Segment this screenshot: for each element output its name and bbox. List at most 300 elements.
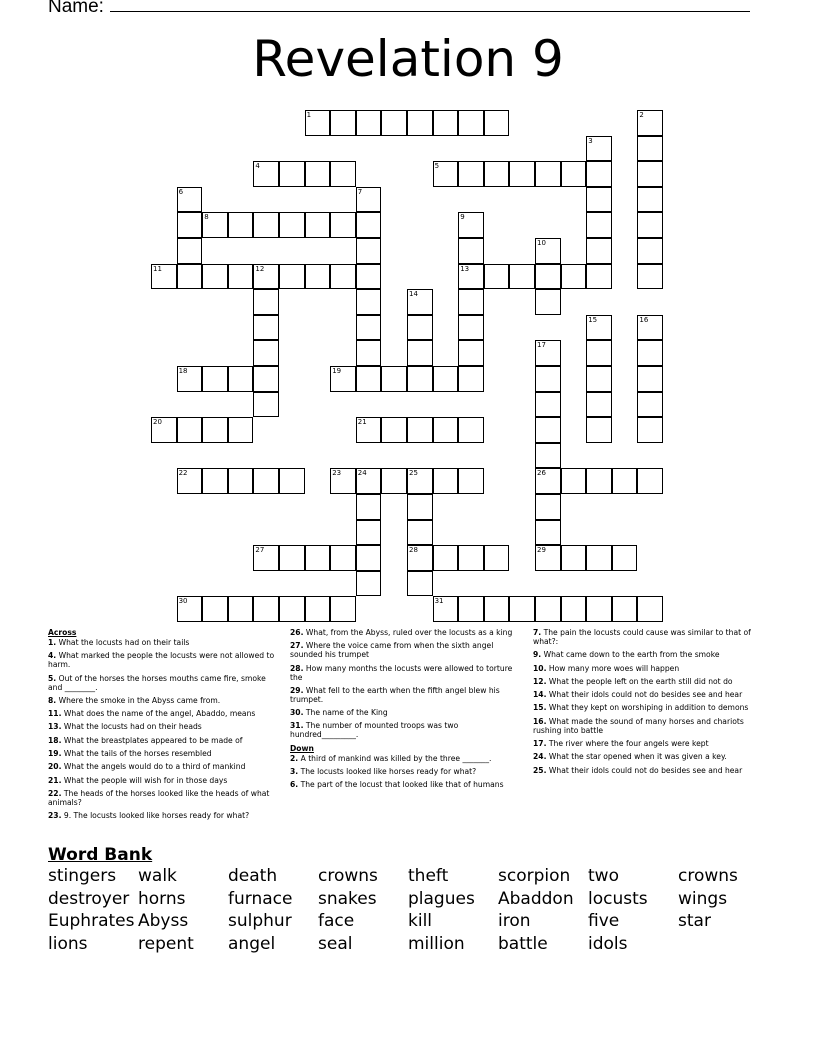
clue-text: Where the voice came from when the sixth angel sounded his trumpet [290,641,494,660]
grid-cell[interactable] [612,596,638,622]
clue-number: 20. [48,762,62,772]
across-clue [48,722,280,731]
across-clue [290,686,520,704]
grid-cell[interactable] [305,161,331,187]
grid-cell[interactable] [535,596,561,622]
grid-cell[interactable] [253,212,279,238]
grid-cell[interactable] [433,417,459,443]
clue-text: What the people left on the earth still did not do [548,676,733,686]
word-bank-word: million [408,933,465,954]
grid-cell[interactable] [356,494,382,520]
clue-text: 9. The locusts looked like horses ready for what? [63,811,250,821]
grid-cell[interactable] [509,596,535,622]
clue-number: 10. [533,663,547,673]
name-label: Name: [48,0,104,17]
grid-cell[interactable] [586,238,612,264]
grid-cell[interactable] [458,212,484,238]
word-bank-word: Abyss [138,911,189,932]
across-clue [48,736,280,745]
grid-cell[interactable] [407,494,433,520]
grid-cell[interactable] [305,264,331,290]
grid-cell[interactable] [356,520,382,546]
grid-cell[interactable] [535,417,561,443]
down-clue [533,739,763,748]
grid-cell[interactable] [433,366,459,392]
grid-cell[interactable] [407,315,433,341]
word-bank-word: sulphur [228,911,292,932]
grid-cell[interactable] [561,545,587,571]
clue-number: 13. [48,722,62,732]
grid-cell[interactable] [484,110,510,136]
grid-cell[interactable] [561,264,587,290]
clue-text: What came down to the earth from the smoke [543,650,720,660]
grid-cell[interactable] [202,212,228,238]
word-bank-word: five [588,911,620,932]
grid-cell[interactable] [407,571,433,597]
grid-cell[interactable] [330,212,356,238]
clue-number: 6 [178,187,184,196]
down-heading: Down [290,743,314,753]
down-clue [533,650,763,659]
grid-cell[interactable] [637,392,663,418]
clue-text: A third of mankind was killed by the three _______. [300,753,492,763]
grid-cell[interactable] [637,417,663,443]
clue-number: 30. [290,708,304,718]
grid-cell[interactable] [433,596,459,622]
across-clue [290,664,520,682]
grid-cell[interactable] [305,110,331,136]
grid-cell[interactable] [484,264,510,290]
down-clue [533,677,763,686]
grid-cell[interactable] [305,545,331,571]
grid-cell[interactable] [356,110,382,136]
word-bank-word: death [228,866,278,886]
across-clue [290,721,520,739]
grid-cell[interactable] [253,315,279,341]
grid-cell[interactable] [202,596,228,622]
grid-cell[interactable] [458,340,484,366]
clue-text: The pain the locusts could cause was similar to that of what?: [533,628,751,646]
grid-cell[interactable] [356,571,382,597]
grid-cell[interactable] [637,110,663,136]
clue-text: What marked the people the locusts were not allowed to harm. [48,651,275,670]
grid-cell[interactable] [253,545,279,571]
grid-cell[interactable] [637,315,663,341]
word-bank-word: plagues [408,888,475,909]
grid-cell[interactable] [279,212,305,238]
grid-cell[interactable] [305,596,331,622]
across-clue [48,651,280,669]
word-bank-word: walk [138,866,177,886]
grid-cell[interactable] [535,238,561,264]
word-bank-word: horns [138,888,186,909]
word-bank-word: destroyer [48,888,130,909]
grid-cell[interactable] [535,161,561,187]
clue-text: The name of the King [305,708,388,718]
grid-cell[interactable] [535,340,561,366]
grid-cell[interactable] [433,161,459,187]
clue-number: 31. [290,721,304,731]
grid-cell[interactable] [586,366,612,392]
grid-cell[interactable] [407,520,433,546]
grid-cell[interactable] [458,110,484,136]
clue-number: 5. [48,673,57,683]
clue-number: 26 [537,469,546,478]
clue-number: 10 [537,239,546,247]
clue-number: 21 [357,418,367,427]
clue-number: 8. [48,695,57,705]
down-clue [290,754,520,763]
grid-cell[interactable] [535,392,561,418]
grid-cell[interactable] [279,545,305,571]
clue-text: What the tails of the horses resembled [63,749,212,759]
grid-cell[interactable] [535,545,561,571]
grid-cell[interactable] [202,417,228,443]
clue-number: 27. [290,641,304,651]
clue-number: 17. [533,739,547,749]
grid-cell[interactable] [330,468,356,494]
grid-cell[interactable] [458,596,484,622]
grid-cell[interactable] [407,366,433,392]
clue-text: Where the smoke in the Abyss came from. [58,695,221,705]
grid-cell[interactable] [228,596,254,622]
clue-number: 23. [48,811,62,821]
grid-cell[interactable] [202,264,228,290]
clue-number: 7 [357,187,363,196]
grid-cell[interactable] [356,315,382,341]
across-clue [290,708,520,717]
grid-cell[interactable] [458,545,484,571]
clue-text: The heads of the horses looked like the heads of what animals? [48,788,270,807]
down-clue [533,628,763,646]
word-bank-title: Word Bank [48,845,153,865]
grid-cell[interactable] [228,264,254,290]
grid-cell[interactable] [407,545,433,571]
grid-cell[interactable] [637,596,663,622]
clue-number: 1. [48,638,57,647]
clue-number: 22. [48,788,62,798]
grid-cell[interactable] [433,110,459,136]
grid-cell[interactable] [535,443,561,469]
clue-number: 13 [460,264,470,273]
clue-text: How many months the locusts were allowed to torture the [290,663,513,682]
grid-cell[interactable] [151,264,177,290]
grid-cell[interactable] [177,417,203,443]
grid-cell[interactable] [279,161,305,187]
clue-number: 18. [48,735,62,745]
clue-number: 18 [178,367,188,375]
clues-column-2 [290,628,520,794]
grid-cell[interactable] [279,468,305,494]
grid-cell[interactable] [535,366,561,392]
grid-cell[interactable] [177,238,203,264]
grid-cell[interactable] [458,264,484,290]
grid-cell[interactable] [279,264,305,290]
grid-cell[interactable] [458,417,484,443]
grid-cell[interactable] [586,161,612,187]
grid-cell[interactable] [637,136,663,162]
name-underline[interactable] [110,0,750,12]
across-clue [48,709,280,718]
clue-number: 11. [48,709,62,719]
grid-cell[interactable] [458,315,484,341]
grid-cell[interactable] [458,238,484,264]
clue-text: The locusts looked like horses ready for what? [300,767,477,777]
clue-number: 7. [533,628,542,637]
grid-cell[interactable] [484,161,510,187]
grid-cell[interactable] [561,468,587,494]
word-bank-word: lions [48,933,88,954]
clue-number: 21. [48,775,62,785]
word-bank-word: Euphrates [48,911,135,932]
clue-number: 29. [290,685,304,695]
clue-number: 6. [290,780,299,790]
grid-cell[interactable] [228,212,254,238]
across-clue [48,749,280,758]
grid-cell[interactable] [637,238,663,264]
grid-cell[interactable] [458,468,484,494]
grid-cell[interactable] [407,289,433,315]
grid-cell[interactable] [356,238,382,264]
grid-cell[interactable] [561,596,587,622]
grid-cell[interactable] [561,161,587,187]
clue-text: What made the sound of many horses and chariots rushing into battle [533,716,744,735]
grid-cell[interactable] [407,468,433,494]
down-clue [533,703,763,712]
grid-cell[interactable] [637,212,663,238]
grid-cell[interactable] [330,161,356,187]
grid-cell[interactable] [253,596,279,622]
grid-cell[interactable] [458,289,484,315]
across-clue [48,789,280,807]
grid-cell[interactable] [253,289,279,315]
grid-cell[interactable] [228,366,254,392]
grid-cell[interactable] [356,468,382,494]
grid-cell[interactable] [177,468,203,494]
clue-text: What their idols could not do besides see and hear [548,690,743,700]
grid-cell[interactable] [433,468,459,494]
clue-text: What does the name of the angel, Abaddo, means [63,709,256,719]
clues-column-3 [533,628,763,779]
clue-number: 19 [332,367,342,375]
grid-cell[interactable] [637,264,663,290]
grid-cell[interactable] [586,264,612,290]
grid-cell[interactable] [458,161,484,187]
clue-number: 12. [533,676,547,686]
grid-cell[interactable] [637,468,663,494]
word-bank-word: angel [228,933,276,954]
down-clue [290,767,520,776]
grid-cell[interactable] [279,596,305,622]
grid-cell[interactable] [253,366,279,392]
down-clue [533,766,763,775]
clue-number: 1 [306,111,312,119]
grid-cell[interactable] [407,417,433,443]
clue-number: 3 [588,136,593,145]
word-bank-word: face [318,911,355,932]
word-bank-word: crowns [318,866,378,886]
grid-cell[interactable] [484,545,510,571]
clue-text: What fell to the earth when the fifth angel blew his trumpet. [290,685,500,704]
grid-cell[interactable] [586,468,612,494]
clue-number: 15. [533,703,547,713]
grid-cell[interactable] [637,161,663,187]
grid-cell[interactable] [305,212,331,238]
grid-cell[interactable] [356,289,382,315]
word-bank-word: two [588,866,619,886]
clue-number: 17 [537,341,546,350]
word-bank-word: idols [588,933,628,954]
grid-cell[interactable] [253,264,279,290]
grid-cell[interactable] [253,392,279,418]
grid-cell[interactable] [509,264,535,290]
clue-number: 19. [48,749,62,759]
grid-cell[interactable] [202,366,228,392]
grid-cell[interactable] [586,315,612,341]
clue-number: 3. [290,767,299,777]
grid-cell[interactable] [253,468,279,494]
word-bank-word: theft [408,866,449,886]
grid-cell[interactable] [612,545,638,571]
grid-cell[interactable] [356,187,382,213]
grid-cell[interactable] [637,187,663,213]
word-bank-word: star [678,911,711,932]
grid-cell[interactable] [330,264,356,290]
grid-cell[interactable] [407,110,433,136]
grid-cell[interactable] [586,340,612,366]
grid-cell[interactable] [356,545,382,571]
grid-cell[interactable] [535,468,561,494]
across-clue [48,674,280,692]
grid-cell[interactable] [586,392,612,418]
across-clue [48,762,280,771]
grid-cell[interactable] [381,417,407,443]
clue-number: 25. [533,765,547,775]
grid-cell[interactable] [177,596,203,622]
clue-number: 14. [533,690,547,700]
clue-number: 26. [290,628,304,637]
down-clue [533,717,763,735]
grid-cell[interactable] [637,340,663,366]
grid-cell[interactable] [484,596,510,622]
across-clue [48,811,280,820]
grid-cell[interactable] [535,520,561,546]
clue-number: 4. [48,651,57,661]
clue-number: 24. [533,752,547,762]
grid-cell[interactable] [458,366,484,392]
grid-cell[interactable] [637,366,663,392]
word-bank-word: locusts [588,888,648,909]
word-bank-word: furnace [228,888,293,909]
grid-cell[interactable] [330,545,356,571]
grid-cell[interactable] [356,264,382,290]
clue-number: 16. [533,716,547,726]
clue-number: 12 [255,264,265,273]
grid-cell[interactable] [151,417,177,443]
grid-cell[interactable] [381,468,407,494]
grid-cell[interactable] [381,110,407,136]
grid-cell[interactable] [586,596,612,622]
across-clue [290,628,520,637]
clue-text: Out of the horses the horses mouths came fire, smoke and ________. [48,673,266,692]
word-bank [48,866,768,956]
word-bank-word: scorpion [498,866,571,886]
grid-cell[interactable] [535,264,561,290]
grid-cell[interactable] [177,264,203,290]
grid-cell[interactable] [586,417,612,443]
grid-cell[interactable] [356,417,382,443]
grid-cell[interactable] [356,366,382,392]
grid-cell[interactable] [330,596,356,622]
grid-cell[interactable] [407,340,433,366]
grid-cell[interactable] [356,212,382,238]
clue-number: 16 [639,315,649,324]
grid-cell[interactable] [228,417,254,443]
grid-cell[interactable] [535,289,561,315]
grid-cell[interactable] [535,494,561,520]
clue-number: 20 [153,418,162,427]
clue-text: What the people will wish for in those days [63,775,228,785]
clue-number: 9 [460,213,465,222]
down-clue [533,664,763,673]
clue-number: 5 [434,162,440,171]
grid-cell[interactable] [228,468,254,494]
name-field[interactable] [48,0,750,18]
grid-cell[interactable] [509,161,535,187]
word-bank-word: kill [408,911,433,932]
grid-cell[interactable] [586,545,612,571]
clue-text: What the angels would do to a third of mankind [63,762,246,772]
grid-cell[interactable] [356,340,382,366]
grid-cell[interactable] [253,161,279,187]
clue-text: The number of mounted troops was two hundred_________. [290,721,459,740]
clue-text: The part of the locust that looked like that of humans [300,780,504,790]
word-bank-word: snakes [318,888,377,909]
across-clue [48,696,280,705]
word-bank-word: wings [678,888,728,909]
grid-cell[interactable] [177,212,203,238]
grid-cell[interactable] [330,110,356,136]
clues-column-1 [48,628,280,825]
grid-cell[interactable] [381,366,407,392]
clue-number: 24 [357,469,367,478]
grid-cell[interactable] [586,212,612,238]
clue-text: What the breastplates appeared to be made of [63,735,243,745]
word-bank-word: Abaddon [498,888,574,909]
grid-cell[interactable] [253,340,279,366]
clue-number: 27 [255,546,265,555]
clue-number: 11 [153,264,162,273]
word-bank-word: stingers [48,866,117,886]
grid-cell[interactable] [202,468,228,494]
clue-text: What they kept on worshiping in addition to demons [548,703,749,713]
grid-cell[interactable] [177,366,203,392]
across-clue [290,641,520,659]
grid-cell[interactable] [586,187,612,213]
clue-text: How many more woes will happen [548,663,680,673]
grid-cell[interactable] [330,366,356,392]
clue-number: 23 [332,469,342,478]
grid-cell[interactable] [177,187,203,213]
grid-cell[interactable] [612,468,638,494]
word-bank-word: repent [138,933,194,954]
clue-text: What the locusts had on their heads [63,722,202,732]
down-clue [533,752,763,761]
across-clue [48,638,280,647]
clue-number: 2 [639,111,644,119]
grid-cell[interactable] [586,136,612,162]
grid-cell[interactable] [433,545,459,571]
